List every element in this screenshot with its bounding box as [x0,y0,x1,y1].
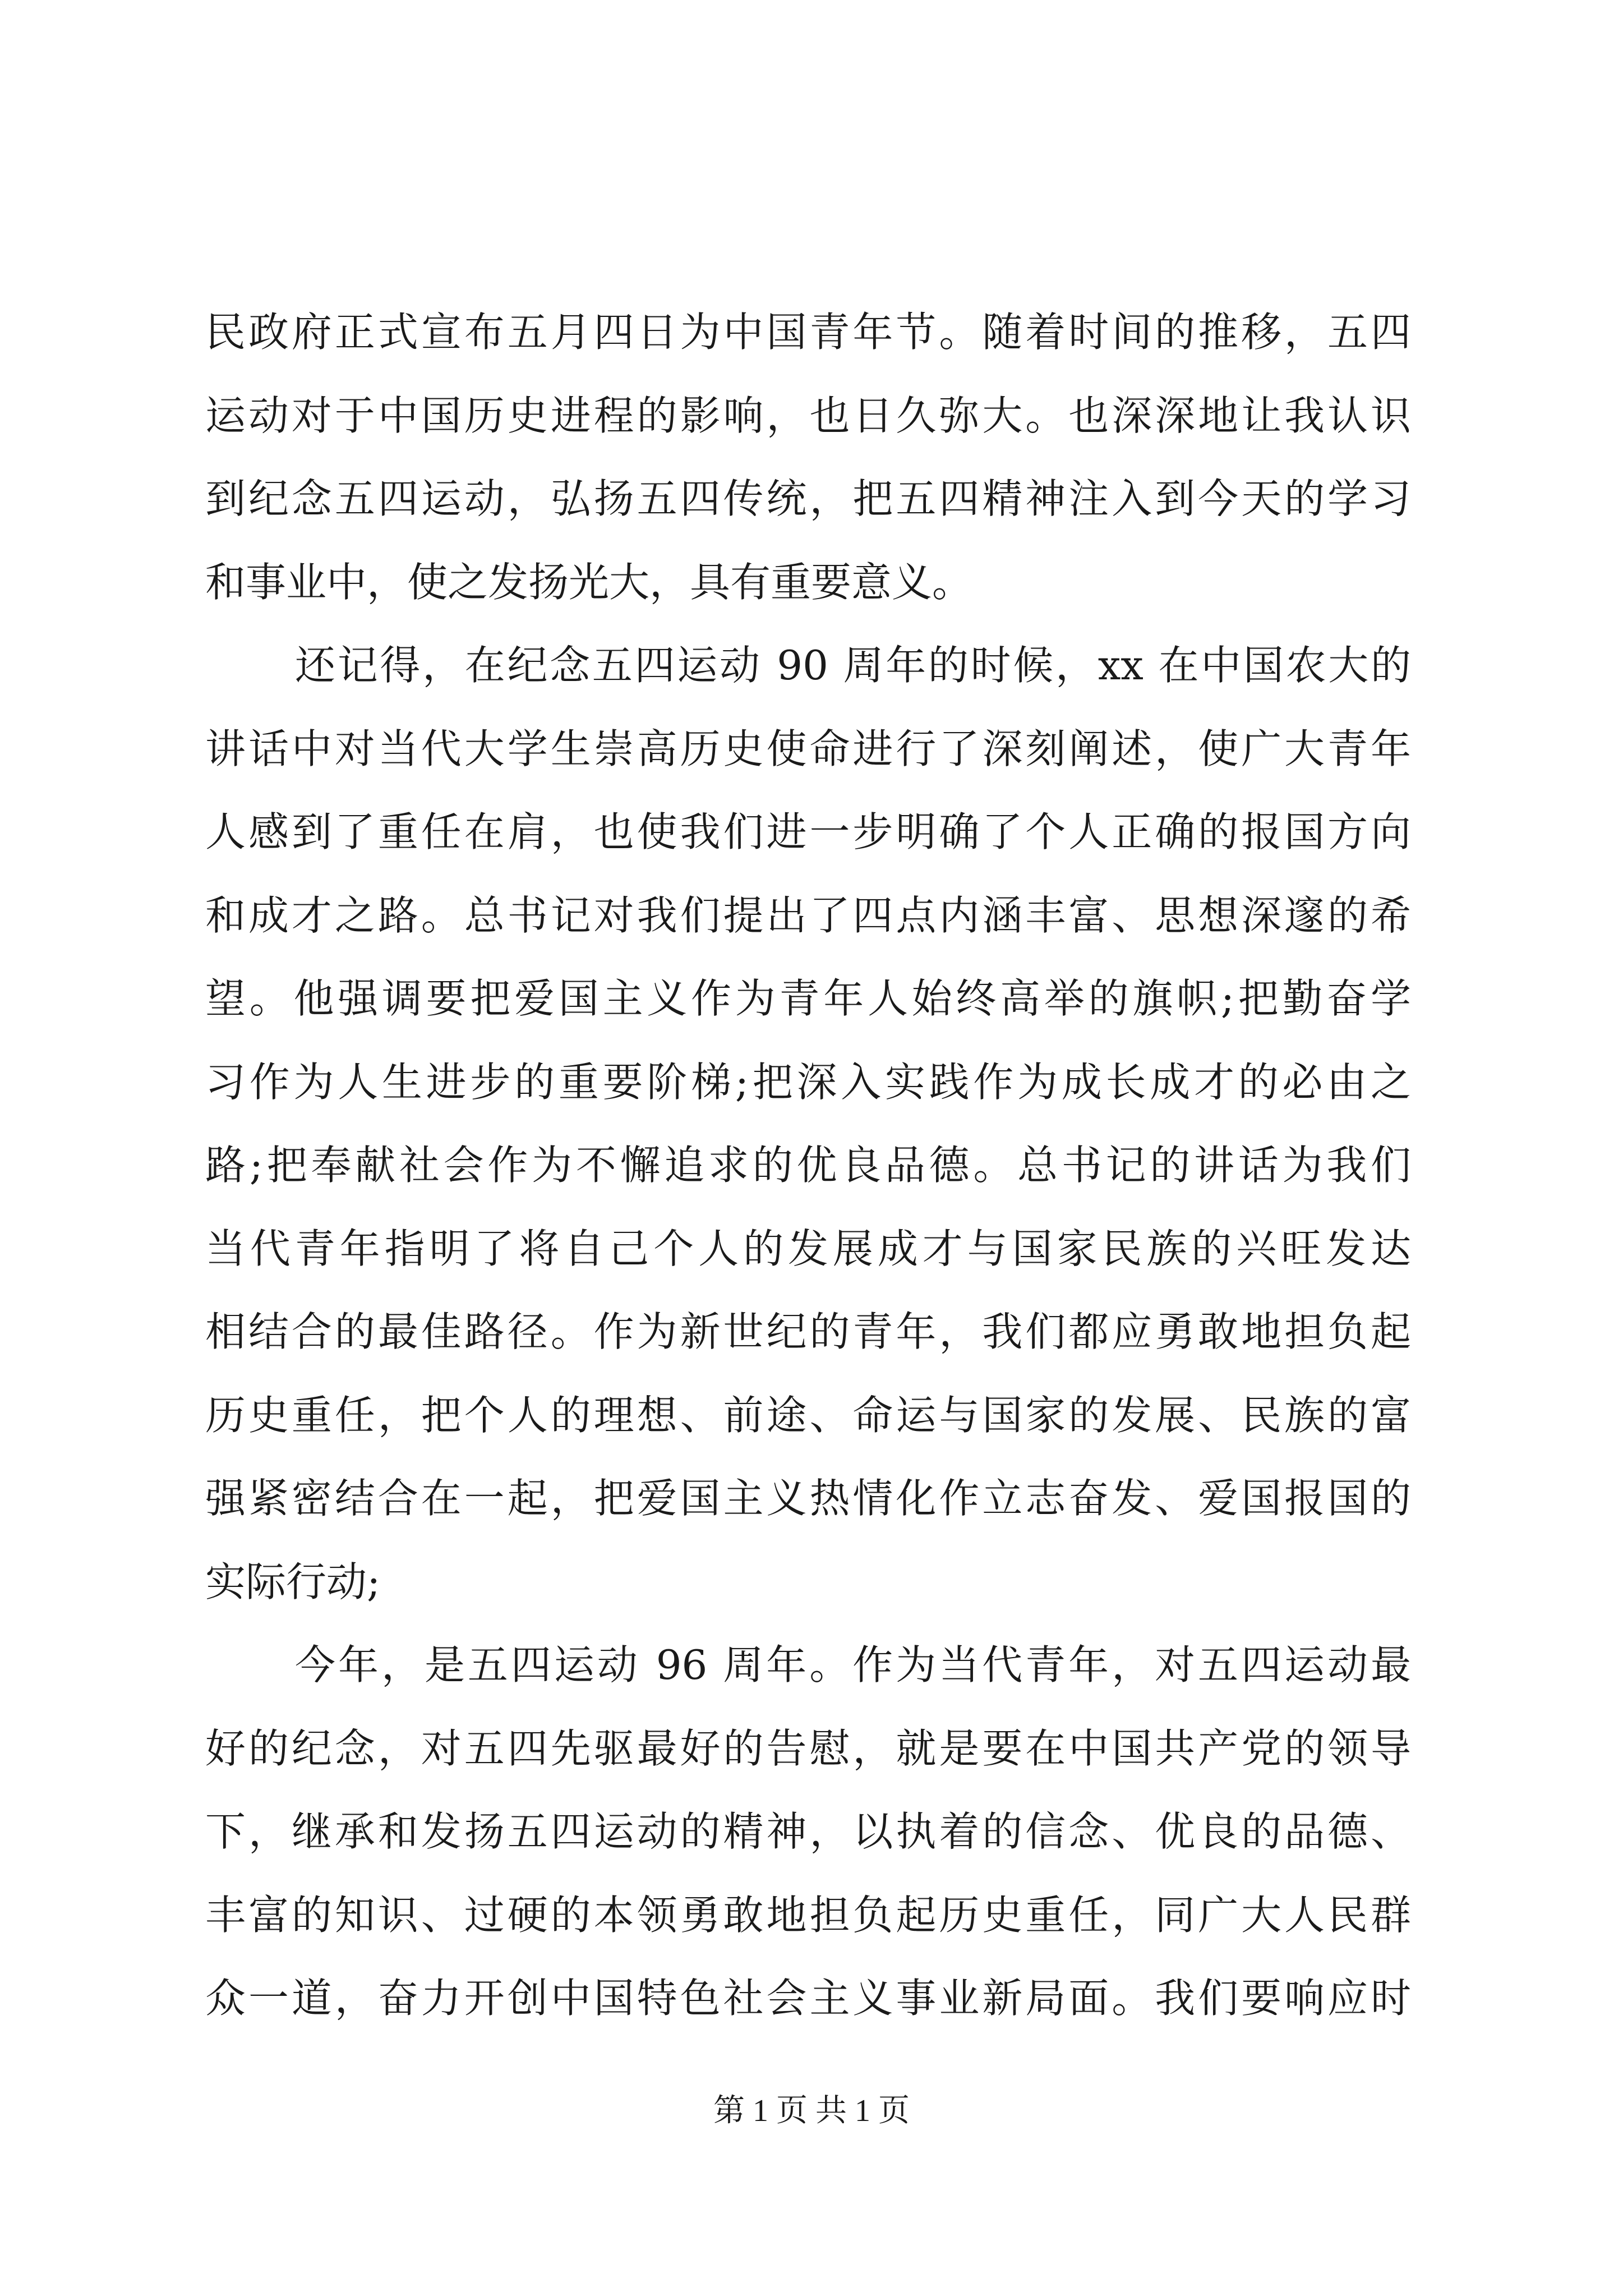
paragraph-2 [205,624,1411,1623]
text-line: 下，继承和发扬五四运动的精神，以执着的信念、优良的品德、 [205,1808,1411,1855]
page-number-footer: 第 1 页 共 1 页 [713,2093,910,2128]
text-line: 好的纪念，对五四先驱最好的告慰，就是要在中国共产党的领导 [205,1724,1411,1772]
text-line: 路;把奉献社会作为不懈追求的优良品德。总书记的讲话为我们 [205,1142,1411,1189]
text-line: 相结合的最佳路径。作为新世纪的青年，我们都应勇敢地担负起 [205,1308,1411,1355]
text-line: 众一道，奋力开创中国特色社会主义事业新局面。我们要响应时 [205,1975,1411,2022]
text-line: 丰富的知识、过硬的本领勇敢地担负起历史重任，同广大人民群 [205,1891,1411,1939]
text-line: 和成才之路。总书记对我们提出了四点内涵丰富、思想深邃的希 [205,891,1411,939]
text-line: 望。他强调要把爱国主义作为青年人始终高举的旗帜;把勤奋学 [205,975,1411,1022]
text-line: 当代青年指明了将自己个人的发展成才与国家民族的兴旺发达 [205,1225,1411,1272]
text-line: 习作为人生进步的重要阶梯;把深入实践作为成长成才的必由之 [205,1058,1411,1106]
text-line: 实际行动; [205,1558,381,1605]
paragraph-3 [205,1623,1411,2040]
document-body [205,291,1411,2040]
text-line: 讲话中对当代大学生崇高历史使命进行了深刻阐述，使广大青年 [205,725,1411,772]
text-line: 强紧密结合在一起，把爱国主义热情化作立志奋发、爱国报国的 [205,1475,1411,1522]
paragraph-1 [205,291,1411,624]
text-line: 今年，是五四运动 96 周年。作为当代青年，对五四运动最 [295,1641,1411,1688]
text-line: 历史重任，把个人的理想、前途、命运与国家的发展、民族的富 [205,1391,1411,1439]
text-line: 和事业中，使之发扬光大，具有重要意义。 [205,558,973,606]
text-line: 运动对于中国历史进程的影响，也日久弥大。也深深地让我认识 [205,392,1411,439]
text-line: 到纪念五四运动，弘扬五四传统，把五四精神注入到今天的学习 [205,475,1411,522]
text-line: 民政府正式宣布五月四日为中国青年节。随着时间的推移，五四 [205,309,1411,356]
text-line: 人感到了重任在肩，也使我们进一步明确了个人正确的报国方向 [205,808,1411,855]
text-line: 还记得，在纪念五四运动 90 周年的时候，xx 在中国农大的 [295,642,1411,689]
